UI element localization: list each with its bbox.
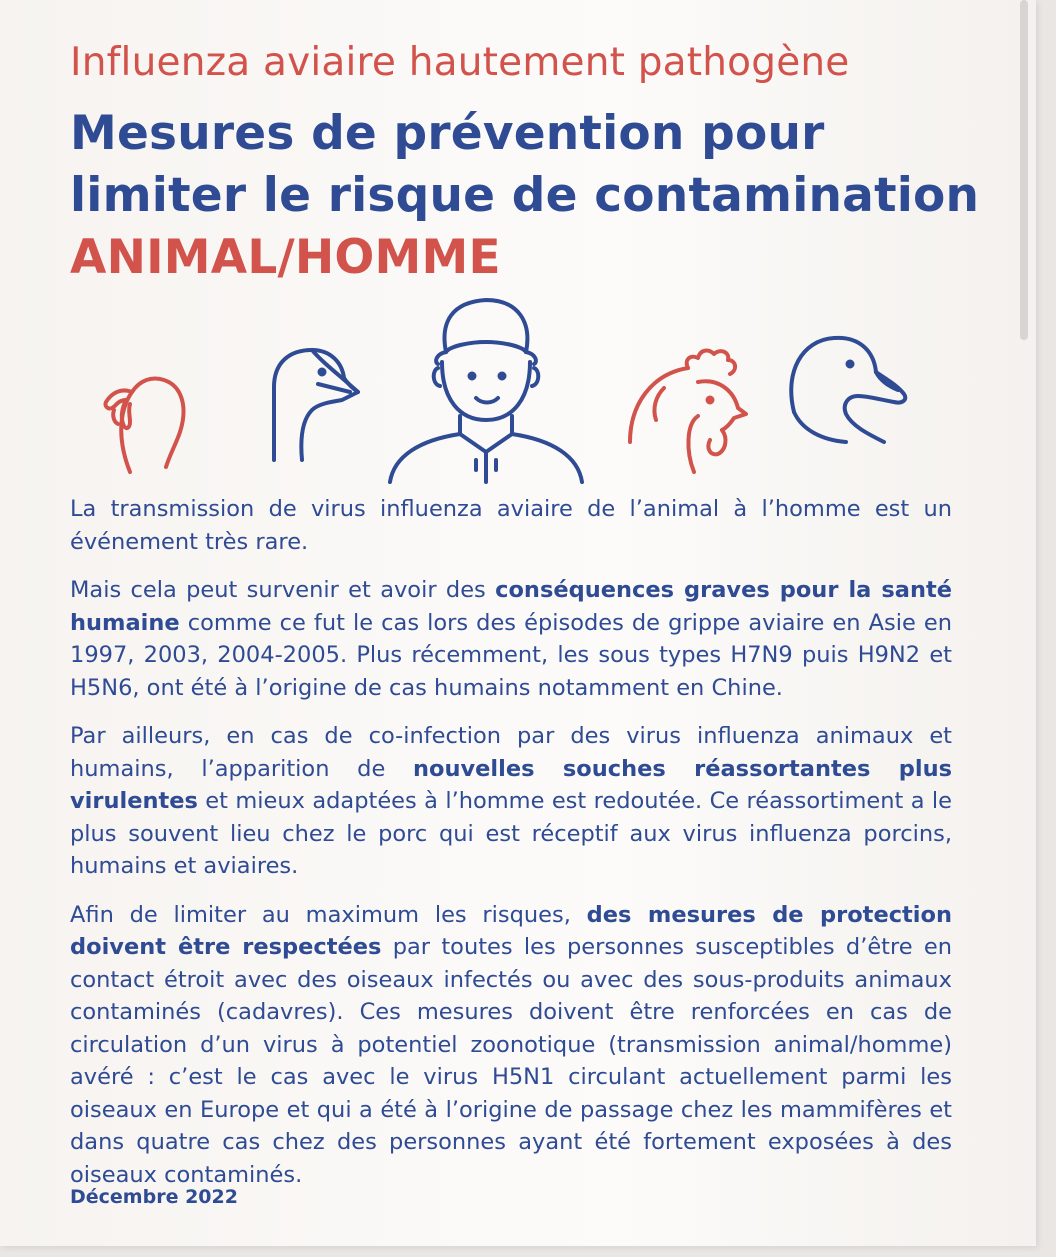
- title-line-2: limiter le risque de contamination: [70, 168, 980, 223]
- paragraph-3-text-b: et mieux adaptées à l’homme est redoutée. Ce réassortiment a le plus souvent lieu chez le porc qui est réceptif aux virus influenza porcins, humains et aviaires.: [70, 788, 952, 879]
- duck-icon: [791, 338, 905, 442]
- publication-date: Décembre 2022: [70, 1186, 238, 1208]
- title-line-3: ANIMAL/HOMME: [70, 230, 501, 285]
- title-line-1: Mesures de prévention pour: [70, 106, 825, 161]
- document-body: [70, 493, 952, 1207]
- farmer-icon: [390, 300, 582, 482]
- document-kicker: Influenza aviaire hautement pathogène: [70, 40, 850, 85]
- page-title: [70, 103, 1020, 289]
- scrollbar[interactable]: [1020, 0, 1028, 340]
- paragraph-4: [70, 899, 952, 1192]
- paragraph-3: [70, 720, 952, 883]
- paragraph-3-emphasis: nouvelles souches réassortantes plus virulentes: [70, 755, 952, 814]
- paragraph-2-text-a: Mais cela peut survenir et avoir des: [70, 577, 496, 603]
- rooster-icon: [630, 351, 746, 472]
- paragraph-2: [70, 574, 952, 704]
- paragraph-3-text-a: Par ailleurs, en cas de co-infection par des virus influenza animaux et humains, l’apparition de: [70, 723, 952, 782]
- turkey-icon: [105, 379, 183, 473]
- paragraph-2-emphasis: conséquences graves pour la santé humaine: [70, 577, 952, 636]
- paragraph-4-text-a: Afin de limiter au maximum les risques,: [70, 901, 587, 928]
- goose-icon: [274, 350, 358, 460]
- paragraph-4-emphasis: des mesures de protection doivent être respectées: [70, 901, 952, 960]
- paragraph-1: [70, 493, 952, 558]
- paragraph-2-text-b: comme ce fut le cas lors des épisodes de grippe aviaire en Asie en 1997, 2003, 2004-2005. Plus récemment, les sous types H7N9 puis H9N2 et H5N6, ont été à l’origine de cas humains notamment en Chine.: [70, 609, 952, 701]
- paragraph-1-text: La transmission de virus influenza aviaire de l’animal à l’homme est un événement très rare.: [70, 496, 952, 555]
- animals-and-farmer-illustration: [90, 292, 920, 492]
- paragraph-4-text-b: par toutes les personnes susceptibles d’être en contact étroit avec des oiseaux infectés ou avec des sous-produits animaux contaminés (cadavres). Ces mesures doivent être renforcées en cas de circulation d’un virus à potentiel zoonotique (transmission animal/homme) avéré : c’est le cas avec le virus H5N1 circulant actuellement parmi les oiseaux en Europe et qui a été à l’origine de passage chez les mammifères et dans quatre cas chez des personnes ayant été fortement exposées à des oiseaux contaminés.: [70, 934, 953, 1188]
